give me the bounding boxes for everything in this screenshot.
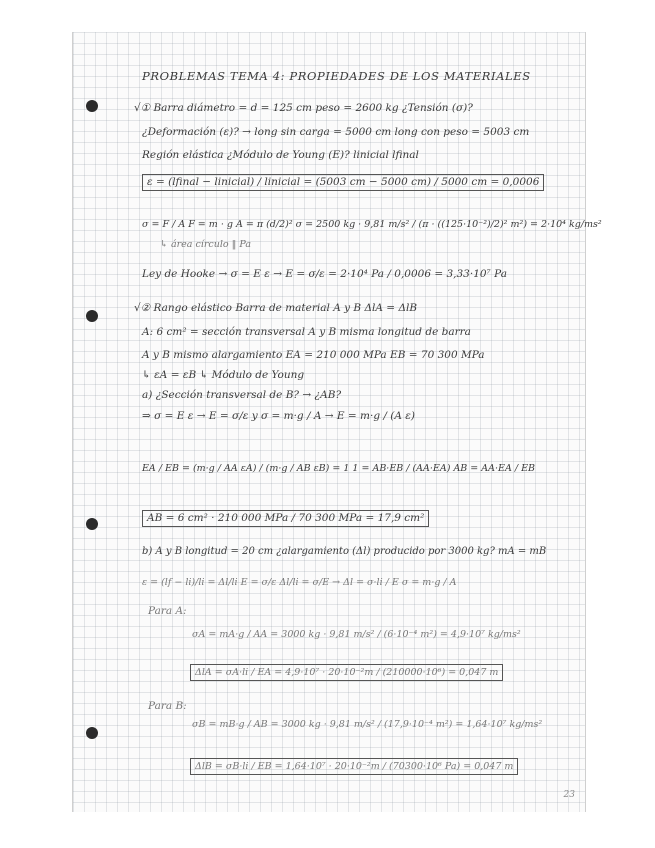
formula-box: AB = 6 cm² · 210 000 MPa / 70 300 MPa = 17,9 cm²: [142, 510, 429, 527]
note-line: σA = mA·g / AA = 3000 kg · 9,81 m/s² / (6·10⁻⁴ m²) = 4,9·10⁷ kg/ms²: [192, 629, 521, 640]
formula-box: ΔlA = σA·li / EA = 4,9·10⁷ · 20·10⁻²m / (210000·10⁶) = 0,047 m: [190, 664, 503, 681]
binder-hole: [86, 727, 98, 739]
note-line: σ = F / A F = m · g A = π (d/2)² σ = 2500 kg · 9,81 m/s² / (π · ((125·10⁻²)/2)² m²) = 2·10⁴ kg/ms²: [142, 219, 602, 230]
note-line: Región elástica ¿Módulo de Young (E)? linicial lfinal: [142, 149, 419, 161]
binder-hole: [86, 310, 98, 322]
note-line: ↳ εA = εB ↳ Módulo de Young: [142, 369, 305, 381]
note-line: σB = mB·g / AB = 3000 kg · 9,81 m/s² / (17,9·10⁻⁴ m²) = 1,64·10⁷ kg/ms²: [192, 719, 543, 730]
note-line: b) A y B longitud = 20 cm ¿alargamiento (Δl) producido por 3000 kg? mA = mB: [142, 546, 547, 557]
note-line: √② Rango elástico Barra de material A y B ΔlA = ΔlB: [134, 302, 418, 314]
formula-box: ε = (lfinal − linicial) / linicial = (5003 cm − 5000 cm) / 5000 cm = 0,0006: [142, 174, 544, 191]
page-title: PROBLEMAS TEMA 4: PROPIEDADES DE LOS MATERIALES: [142, 69, 531, 83]
note-line: a) ¿Sección transversal de B? → ¿AB?: [142, 389, 342, 401]
note-line: Para B:: [148, 700, 187, 712]
note-line: A: 6 cm² = sección transversal A y B misma longitud de barra: [142, 326, 471, 338]
note-line: ⇒ σ = E ε → E = σ/ε y σ = m·g / A → E = m·g / (A ε): [142, 410, 416, 422]
note-line: Para A:: [148, 605, 187, 617]
note-line: √① Barra diámetro = d = 125 cm peso = 2600 kg ¿Tensión (σ)?: [134, 102, 473, 114]
note-line: ε = (lf − li)/li = Δl/li E = σ/ε Δl/li = σ/E → Δl = σ·li / E σ = m·g / A: [142, 577, 457, 588]
binder-hole: [86, 518, 98, 530]
note-line: ¿Deformación (ε)? → long sin carga = 5000 cm long con peso = 5003 cm: [142, 126, 530, 138]
page-number: 23: [563, 790, 575, 800]
note-line: Ley de Hooke → σ = E ε → E = σ/ε = 2·10⁴ Pa / 0,0006 = 3,33·10⁷ Pa: [142, 268, 507, 280]
binder-hole: [86, 100, 98, 112]
note-line: EA / EB = (m·g / AA εA) / (m·g / AB εB) = 1 1 = AB·EB / (AA·EA) AB = AA·EA / EB: [142, 463, 535, 474]
note-line: ↳ área círculo ‖ Pa: [160, 239, 252, 250]
note-line: A y B mismo alargamiento EA = 210 000 MPa EB = 70 300 MPa: [142, 349, 485, 361]
formula-box: ΔlB = σB·li / EB = 1,64·10⁷ · 20·10⁻²m / (70300·10⁶ Pa) = 0,047 m: [190, 758, 518, 775]
